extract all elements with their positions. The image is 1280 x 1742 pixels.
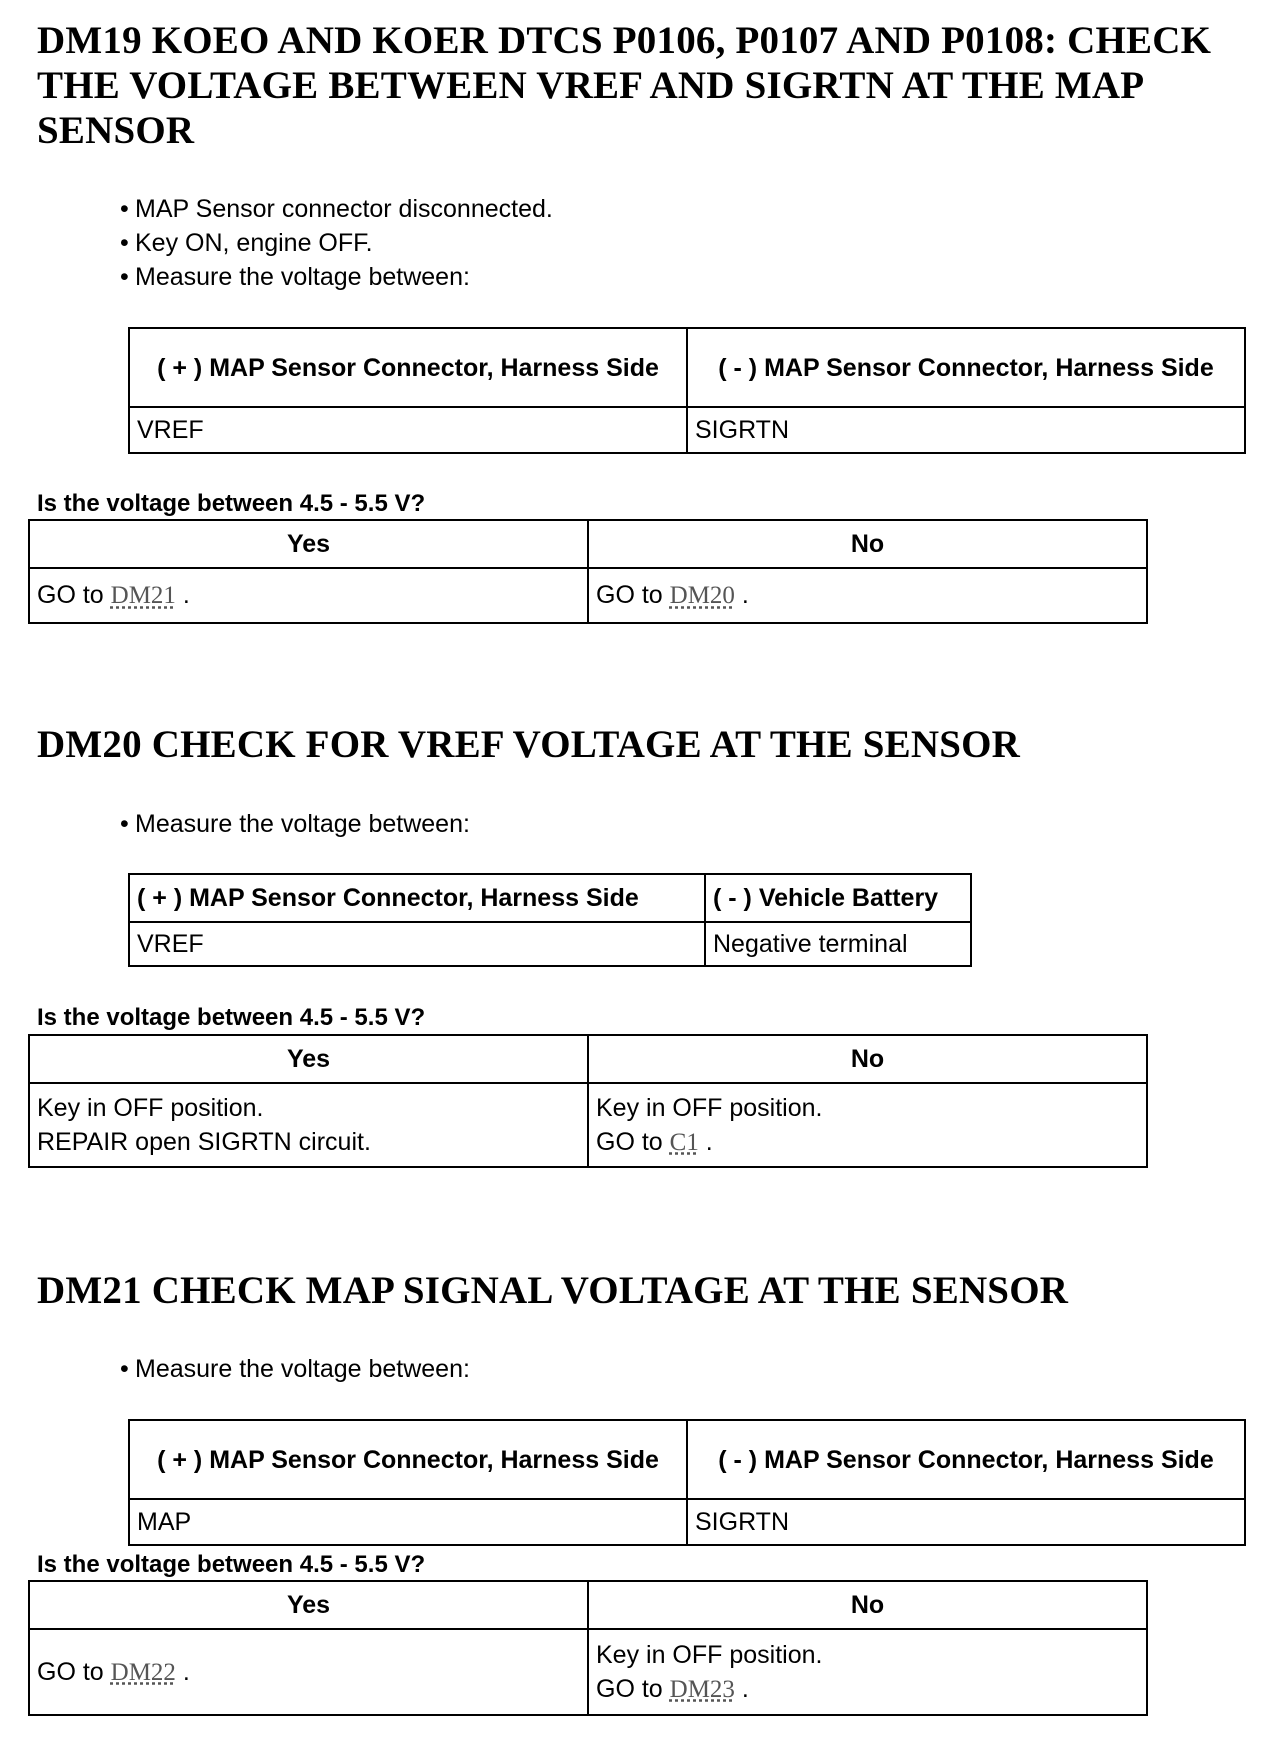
dm19-no-goto: GO to xyxy=(596,581,663,609)
dm20-no-header: No xyxy=(588,1035,1147,1083)
dm20-no-goto: GO to xyxy=(596,1127,663,1156)
dm21-no-line-1: Key in OFF position. xyxy=(596,1640,823,1669)
dm21-positive-pin: MAP xyxy=(129,1499,687,1545)
dm19-step-3: • Measure the voltage between: xyxy=(120,260,553,294)
dm19-no-action xyxy=(588,568,1147,623)
dm21-negative-pin: SIGRTN xyxy=(687,1499,1245,1545)
dm21-yes-period: . xyxy=(182,1657,190,1686)
dm19-header-negative: ( - ) MAP Sensor Connector, Harness Side xyxy=(687,328,1245,407)
dm19-step-2: • Key ON, engine OFF. xyxy=(120,226,553,260)
dm21-measurement-table xyxy=(128,1419,1246,1546)
dm21-question: Is the voltage between 4.5 - 5.5 V? xyxy=(37,1551,426,1578)
dm20-header-negative: ( - ) Vehicle Battery xyxy=(705,874,971,922)
dm21-yes-goto: GO to xyxy=(37,1657,104,1686)
dm21-no-action xyxy=(588,1629,1147,1715)
dm20-no-line-2 xyxy=(596,1125,1139,1160)
dm19-negative-pin: SIGRTN xyxy=(687,407,1245,453)
dm21-yes-action xyxy=(29,1629,588,1715)
dm19-steps xyxy=(120,192,553,294)
dm20-yes-header: Yes xyxy=(29,1035,588,1083)
dm19-yes-header: Yes xyxy=(29,520,588,568)
dm21-header-positive: ( + ) MAP Sensor Connector, Harness Side xyxy=(129,1420,687,1499)
dm19-no-header: No xyxy=(588,520,1147,568)
dm21-no-period: . xyxy=(741,1674,749,1703)
dm20-yes-line-1: Key in OFF position. xyxy=(37,1094,264,1122)
dm19-yes-goto: GO to xyxy=(37,581,104,609)
dm20-step-1: • Measure the voltage between: xyxy=(120,807,470,841)
dm19-title-line2: THE VOLTAGE BETWEEN VREF AND SIGRTN AT THE MAP xyxy=(37,64,1145,107)
dm21-no-line-2 xyxy=(596,1672,1139,1707)
dm20-steps xyxy=(120,807,470,841)
dm19-yes-period: . xyxy=(182,581,190,609)
dm19-result-table xyxy=(28,519,1148,624)
dm21-steps xyxy=(120,1352,470,1386)
dm20-link[interactable]: DM20 xyxy=(669,582,735,609)
dm19-yes-action xyxy=(29,568,588,623)
dm19-positive-pin: VREF xyxy=(129,407,687,453)
dm20-no-line-1: Key in OFF position. xyxy=(596,1093,823,1122)
dm20-positive-pin: VREF xyxy=(129,922,705,966)
dm20-title: DM20 CHECK FOR VREF VOLTAGE AT THE SENSOR xyxy=(37,723,1020,766)
dm21-no-header: No xyxy=(588,1581,1147,1629)
dm23-link[interactable]: DM23 xyxy=(669,1675,735,1703)
dm21-header-negative: ( - ) MAP Sensor Connector, Harness Side xyxy=(687,1420,1245,1499)
dm20-question: Is the voltage between 4.5 - 5.5 V? xyxy=(37,1004,426,1031)
dm19-measurement-table xyxy=(128,327,1246,454)
dm20-negative-pin: Negative terminal xyxy=(705,922,971,966)
dm20-header-positive: ( + ) MAP Sensor Connector, Harness Side xyxy=(129,874,705,922)
dm21-link[interactable]: DM21 xyxy=(110,582,176,609)
dm19-title xyxy=(37,18,1211,153)
dm20-no-action xyxy=(588,1083,1147,1167)
dm20-no-period: . xyxy=(705,1127,713,1156)
dm21-step-1: • Measure the voltage between: xyxy=(120,1352,470,1386)
dm20-result-table xyxy=(28,1034,1148,1168)
dm19-step-1: • MAP Sensor connector disconnected. xyxy=(120,192,553,226)
c1-link[interactable]: C1 xyxy=(669,1128,699,1156)
dm20-yes-action xyxy=(29,1083,588,1167)
dm22-link[interactable]: DM22 xyxy=(110,1658,176,1686)
dm19-title-line3: SENSOR xyxy=(37,109,195,152)
dm21-yes-header: Yes xyxy=(29,1581,588,1629)
dm20-measurement-table xyxy=(128,873,972,967)
dm21-no-goto: GO to xyxy=(596,1674,663,1703)
dm21-result-table xyxy=(28,1580,1148,1716)
dm19-title-line1: DM19 KOEO AND KOER DTCS P0106, P0107 AND P0108: CHECK xyxy=(37,19,1212,62)
dm21-title: DM21 CHECK MAP SIGNAL VOLTAGE AT THE SENSOR xyxy=(37,1269,1069,1312)
dm19-question: Is the voltage between 4.5 - 5.5 V? xyxy=(37,490,426,517)
dm19-no-period: . xyxy=(741,581,749,609)
dm19-header-positive: ( + ) MAP Sensor Connector, Harness Side xyxy=(129,328,687,407)
dm20-yes-line-2: REPAIR open SIGRTN circuit. xyxy=(37,1128,371,1156)
